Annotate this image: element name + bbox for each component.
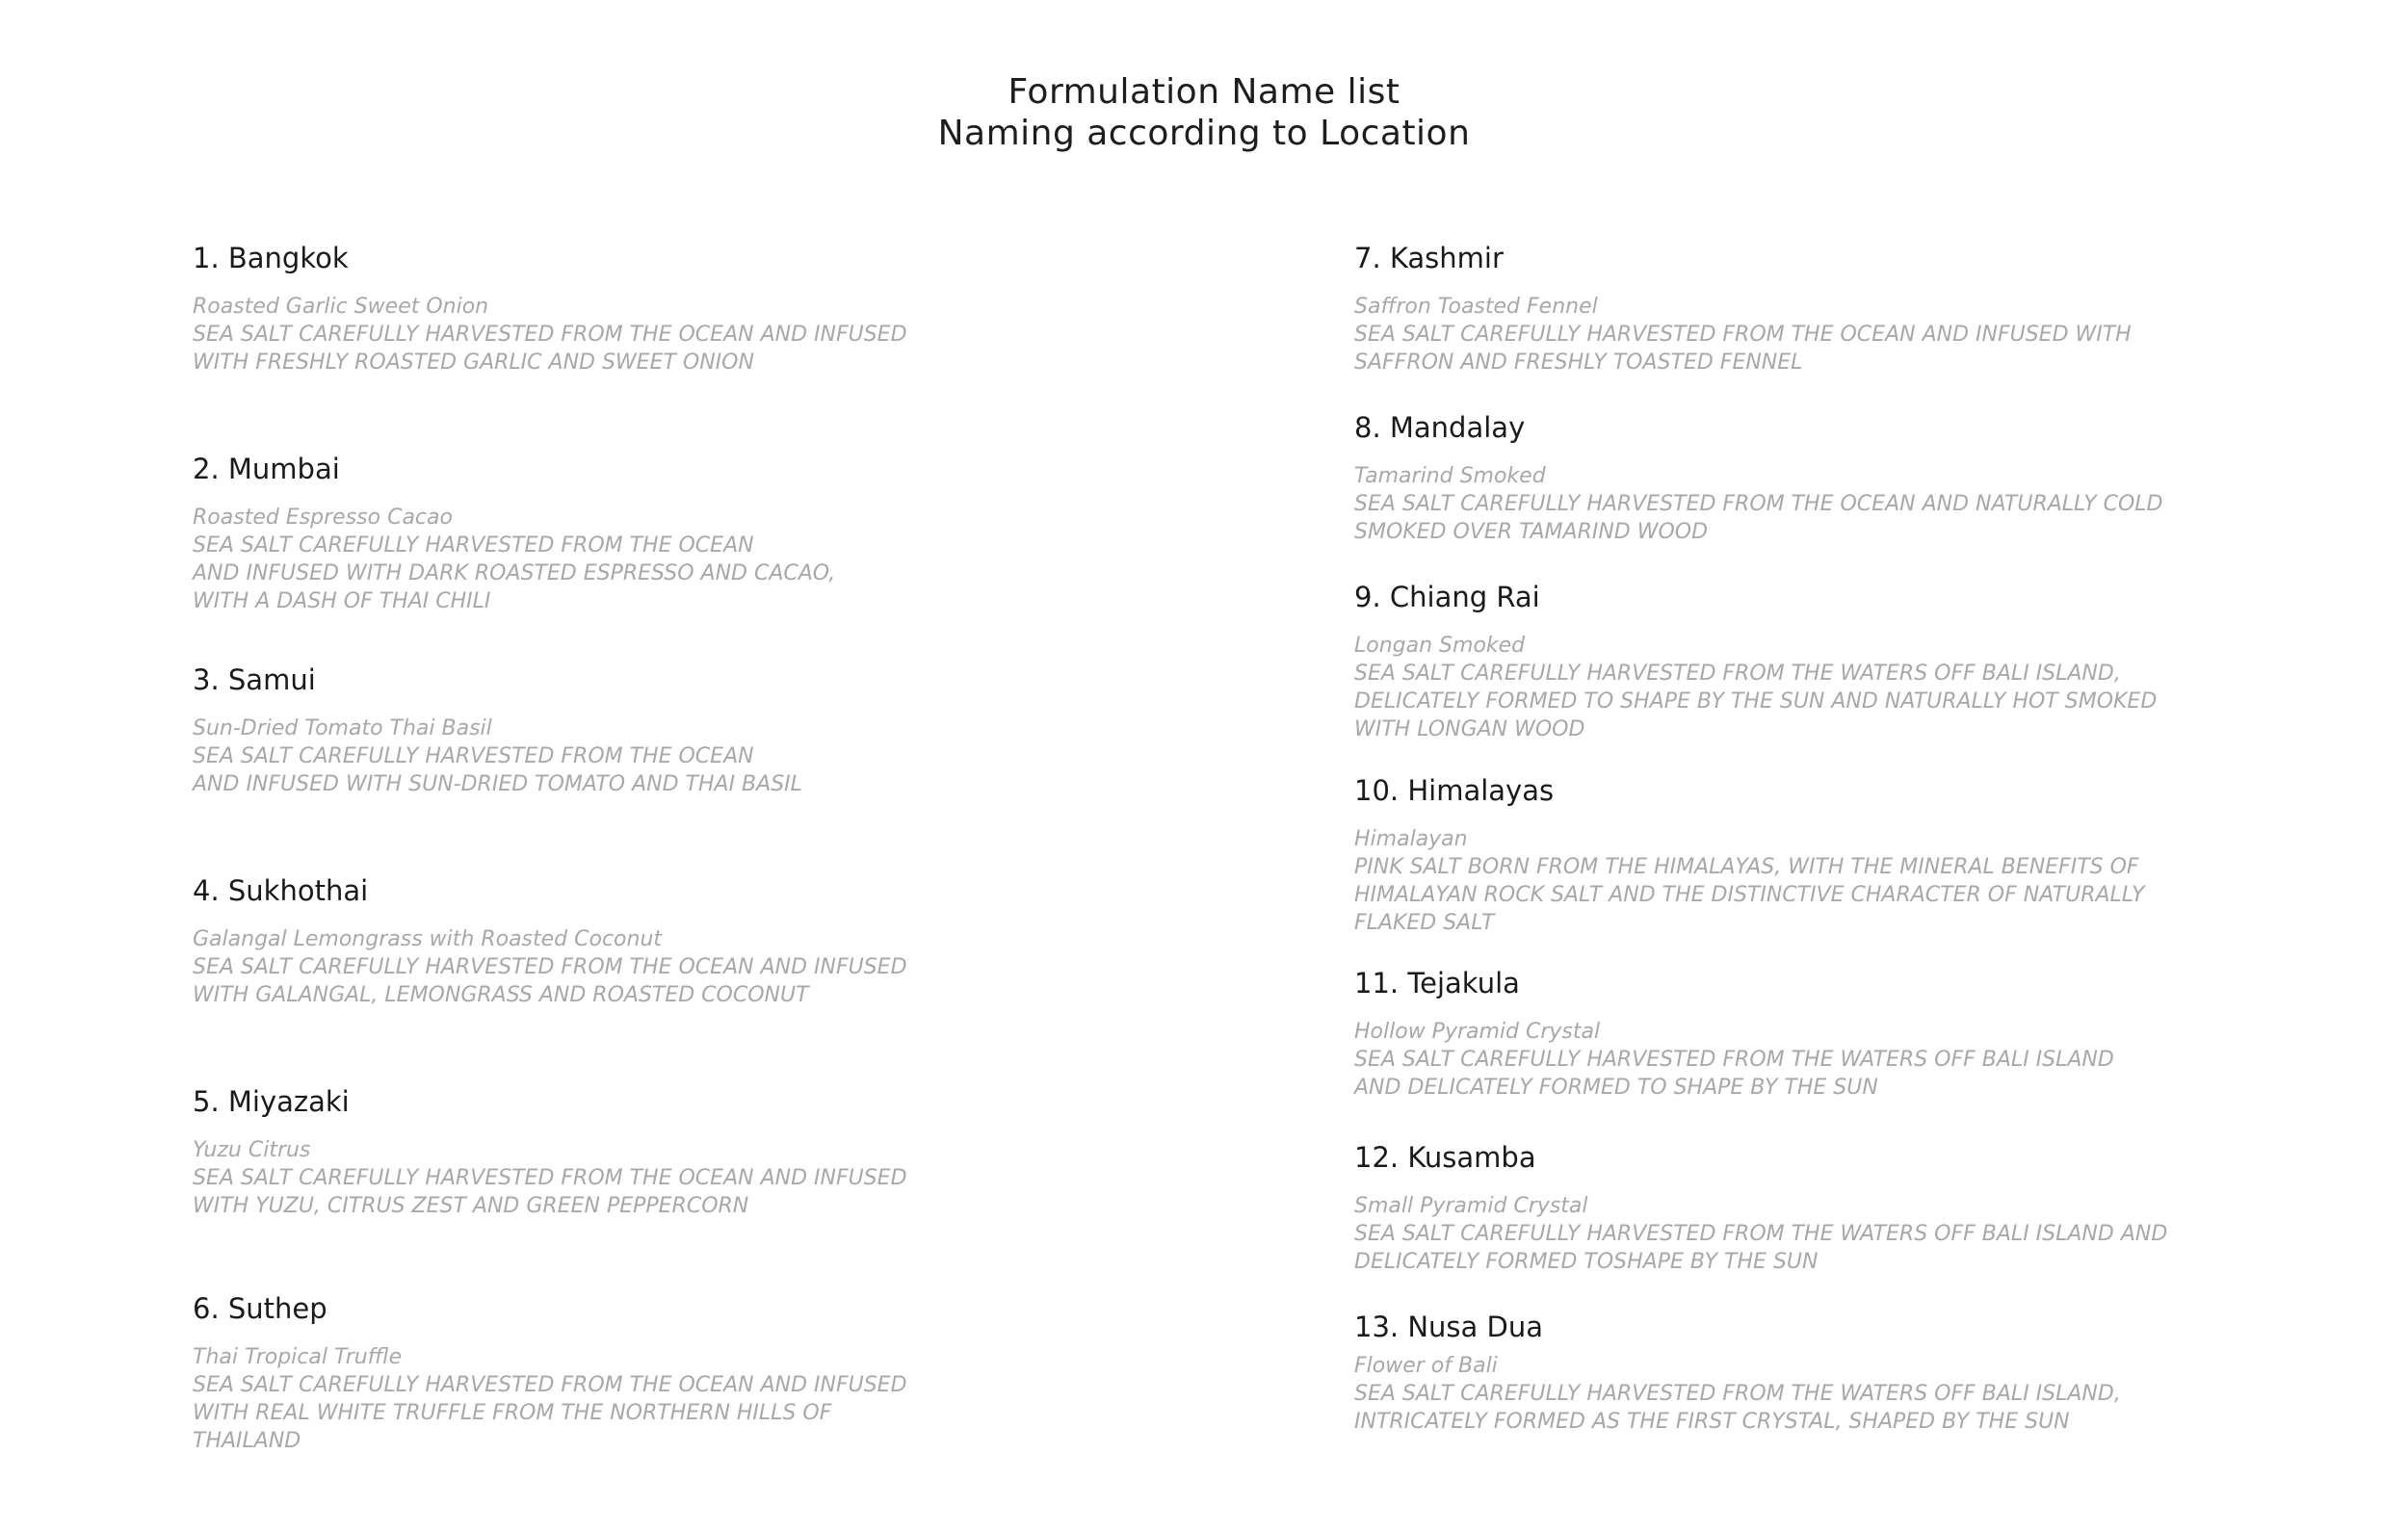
entry-description-line: SEA SALT CAREFULLY HARVESTED FROM THE OCEAN [193,533,754,558]
formulation-entry-nusa-dua [1354,1310,2221,1436]
entry-description-line: WITH LONGAN WOOD [1354,717,1585,741]
entry-description-line: SEA SALT CAREFULLY HARVESTED FROM THE WATERS OFF BALI ISLAND [1354,1048,2114,1072]
formulation-entry-samui [193,662,1060,798]
formulation-entry-kusamba [1354,1140,2221,1276]
entry-description-line: SEA SALT CAREFULLY HARVESTED FROM THE OCEAN AND INFUSED [193,955,907,979]
entry-description-line: HIMALAYAN ROCK SALT AND THE DISTINCTIVE CHARACTER OF NATURALLY [1354,883,2145,907]
entry-description-line: SEA SALT CAREFULLY HARVESTED FROM THE OCEAN [193,744,754,768]
page-title: Formulation Name list [1008,72,1400,112]
entry-description-line: FLAKED SALT [1354,911,1495,935]
entry-description-line: SEA SALT CAREFULLY HARVESTED FROM THE OCEAN AND NATURALLY COLD [1354,492,2163,516]
entry-name: 11. Tejakula [1354,967,1520,1000]
entry-name: 13. Nusa Dua [1354,1311,1543,1343]
entry-name: 6. Suthep [193,1292,327,1325]
entry-subtitle: Galangal Lemongrass with Roasted Coconut [193,927,663,951]
entry-name: 4. Sukhothai [193,874,369,907]
entry-description-line: AND INFUSED WITH SUN-DRIED TOMATO AND THAI BASIL [193,772,802,796]
entry-description-line: SEA SALT CAREFULLY HARVESTED FROM THE OCEAN AND INFUSED [193,1373,907,1397]
formulation-entry-sukhothai [193,873,1060,1009]
formulation-entry-mumbai [193,452,1060,615]
entry-description-line: DELICATELY FORMED TO SHAPE BY THE SUN AND NATURALLY HOT SMOKED [1354,689,2158,714]
entry-subtitle: Thai Tropical Truffle [193,1345,403,1369]
entry-description-line: SMOKED OVER TAMARIND WOOD [1354,520,1709,544]
formulation-entry-kashmir [1354,241,2221,377]
entry-name: 3. Samui [193,663,316,696]
entry-subtitle: Longan Smoked [1354,634,1526,658]
entry-subtitle: Small Pyramid Crystal [1354,1194,1588,1218]
entry-name: 7. Kashmir [1354,242,1504,274]
entry-description-line: SEA SALT CAREFULLY HARVESTED FROM THE OCEAN AND INFUSED [193,323,907,347]
entry-name: 10. Himalayas [1354,774,1555,807]
entry-subtitle: Hollow Pyramid Crystal [1354,1020,1601,1044]
formulation-entry-himalayas [1354,773,2221,937]
entry-description-line: SAFFRON AND FRESHLY TOASTED FENNEL [1354,351,1803,375]
entry-subtitle: Tamarind Smoked [1354,464,1546,488]
entry-description-line: WITH YUZU, CITRUS ZEST AND GREEN PEPPERCORN [193,1194,749,1218]
entry-description-line: DELICATELY FORMED TOSHAPE BY THE SUN [1354,1250,1819,1274]
formulation-entry-tejakula [1354,966,2221,1102]
entry-subtitle: Flower of Bali [1354,1354,1498,1378]
page-header [0,71,2408,154]
entry-name: 5. Miyazaki [193,1085,350,1118]
entry-description-line: SEA SALT CAREFULLY HARVESTED FROM THE WATERS OFF BALI ISLAND AND [1354,1222,2168,1246]
entry-subtitle: Saffron Toasted Fennel [1354,295,1598,319]
entry-description-line: WITH REAL WHITE TRUFFLE FROM THE NORTHERN HILLS OF [193,1401,832,1425]
formulation-entry-chiang-rai [1354,580,2221,743]
page-subtitle: Naming according to Location [937,114,1471,153]
entry-description-line: AND DELICATELY FORMED TO SHAPE BY THE SUN [1354,1076,1878,1100]
entry-subtitle: Roasted Espresso Cacao [193,506,453,530]
entry-description-line: PINK SALT BORN FROM THE HIMALAYAS, WITH THE MINERAL BENEFITS OF [1354,855,2139,879]
entry-subtitle: Himalayan [1354,827,1468,851]
formulation-entry-suthep [193,1291,1060,1455]
entry-name: 1. Bangkok [193,242,349,274]
entry-description-line: SEA SALT CAREFULLY HARVESTED FROM THE OCEAN AND INFUSED WITH [1354,323,2132,347]
formulation-entry-bangkok [193,241,1060,377]
entry-description-line: WITH FRESHLY ROASTED GARLIC AND SWEET ONION [193,351,754,375]
entry-description-line: WITH GALANGAL, LEMONGRASS AND ROASTED COCONUT [193,983,809,1007]
entry-subtitle: Sun-Dried Tomato Thai Basil [193,716,492,740]
entry-description-line: WITH A DASH OF THAI CHILI [193,589,491,613]
entry-description-line: INTRICATELY FORMED AS THE FIRST CRYSTAL, SHAPED BY THE SUN [1354,1410,2070,1434]
entry-description-line: SEA SALT CAREFULLY HARVESTED FROM THE OCEAN AND INFUSED [193,1166,907,1190]
entry-name: 2. Mumbai [193,453,340,485]
entry-description-line: SEA SALT CAREFULLY HARVESTED FROM THE WATERS OFF BALI ISLAND, [1354,1382,2121,1406]
entry-description-line: SEA SALT CAREFULLY HARVESTED FROM THE WATERS OFF BALI ISLAND, [1354,662,2121,686]
entry-subtitle: Yuzu Citrus [193,1138,311,1162]
entry-subtitle: Roasted Garlic Sweet Onion [193,295,489,319]
entry-name: 8. Mandalay [1354,411,1526,444]
entry-description-line: THAILAND [193,1429,301,1453]
entry-description-line: AND INFUSED WITH DARK ROASTED ESPRESSO AND CACAO, [193,561,836,585]
formulation-entry-mandalay [1354,410,2221,546]
entry-name: 9. Chiang Rai [1354,581,1540,613]
formulation-entry-miyazaki [193,1084,1060,1220]
entry-name: 12. Kusamba [1354,1141,1536,1174]
